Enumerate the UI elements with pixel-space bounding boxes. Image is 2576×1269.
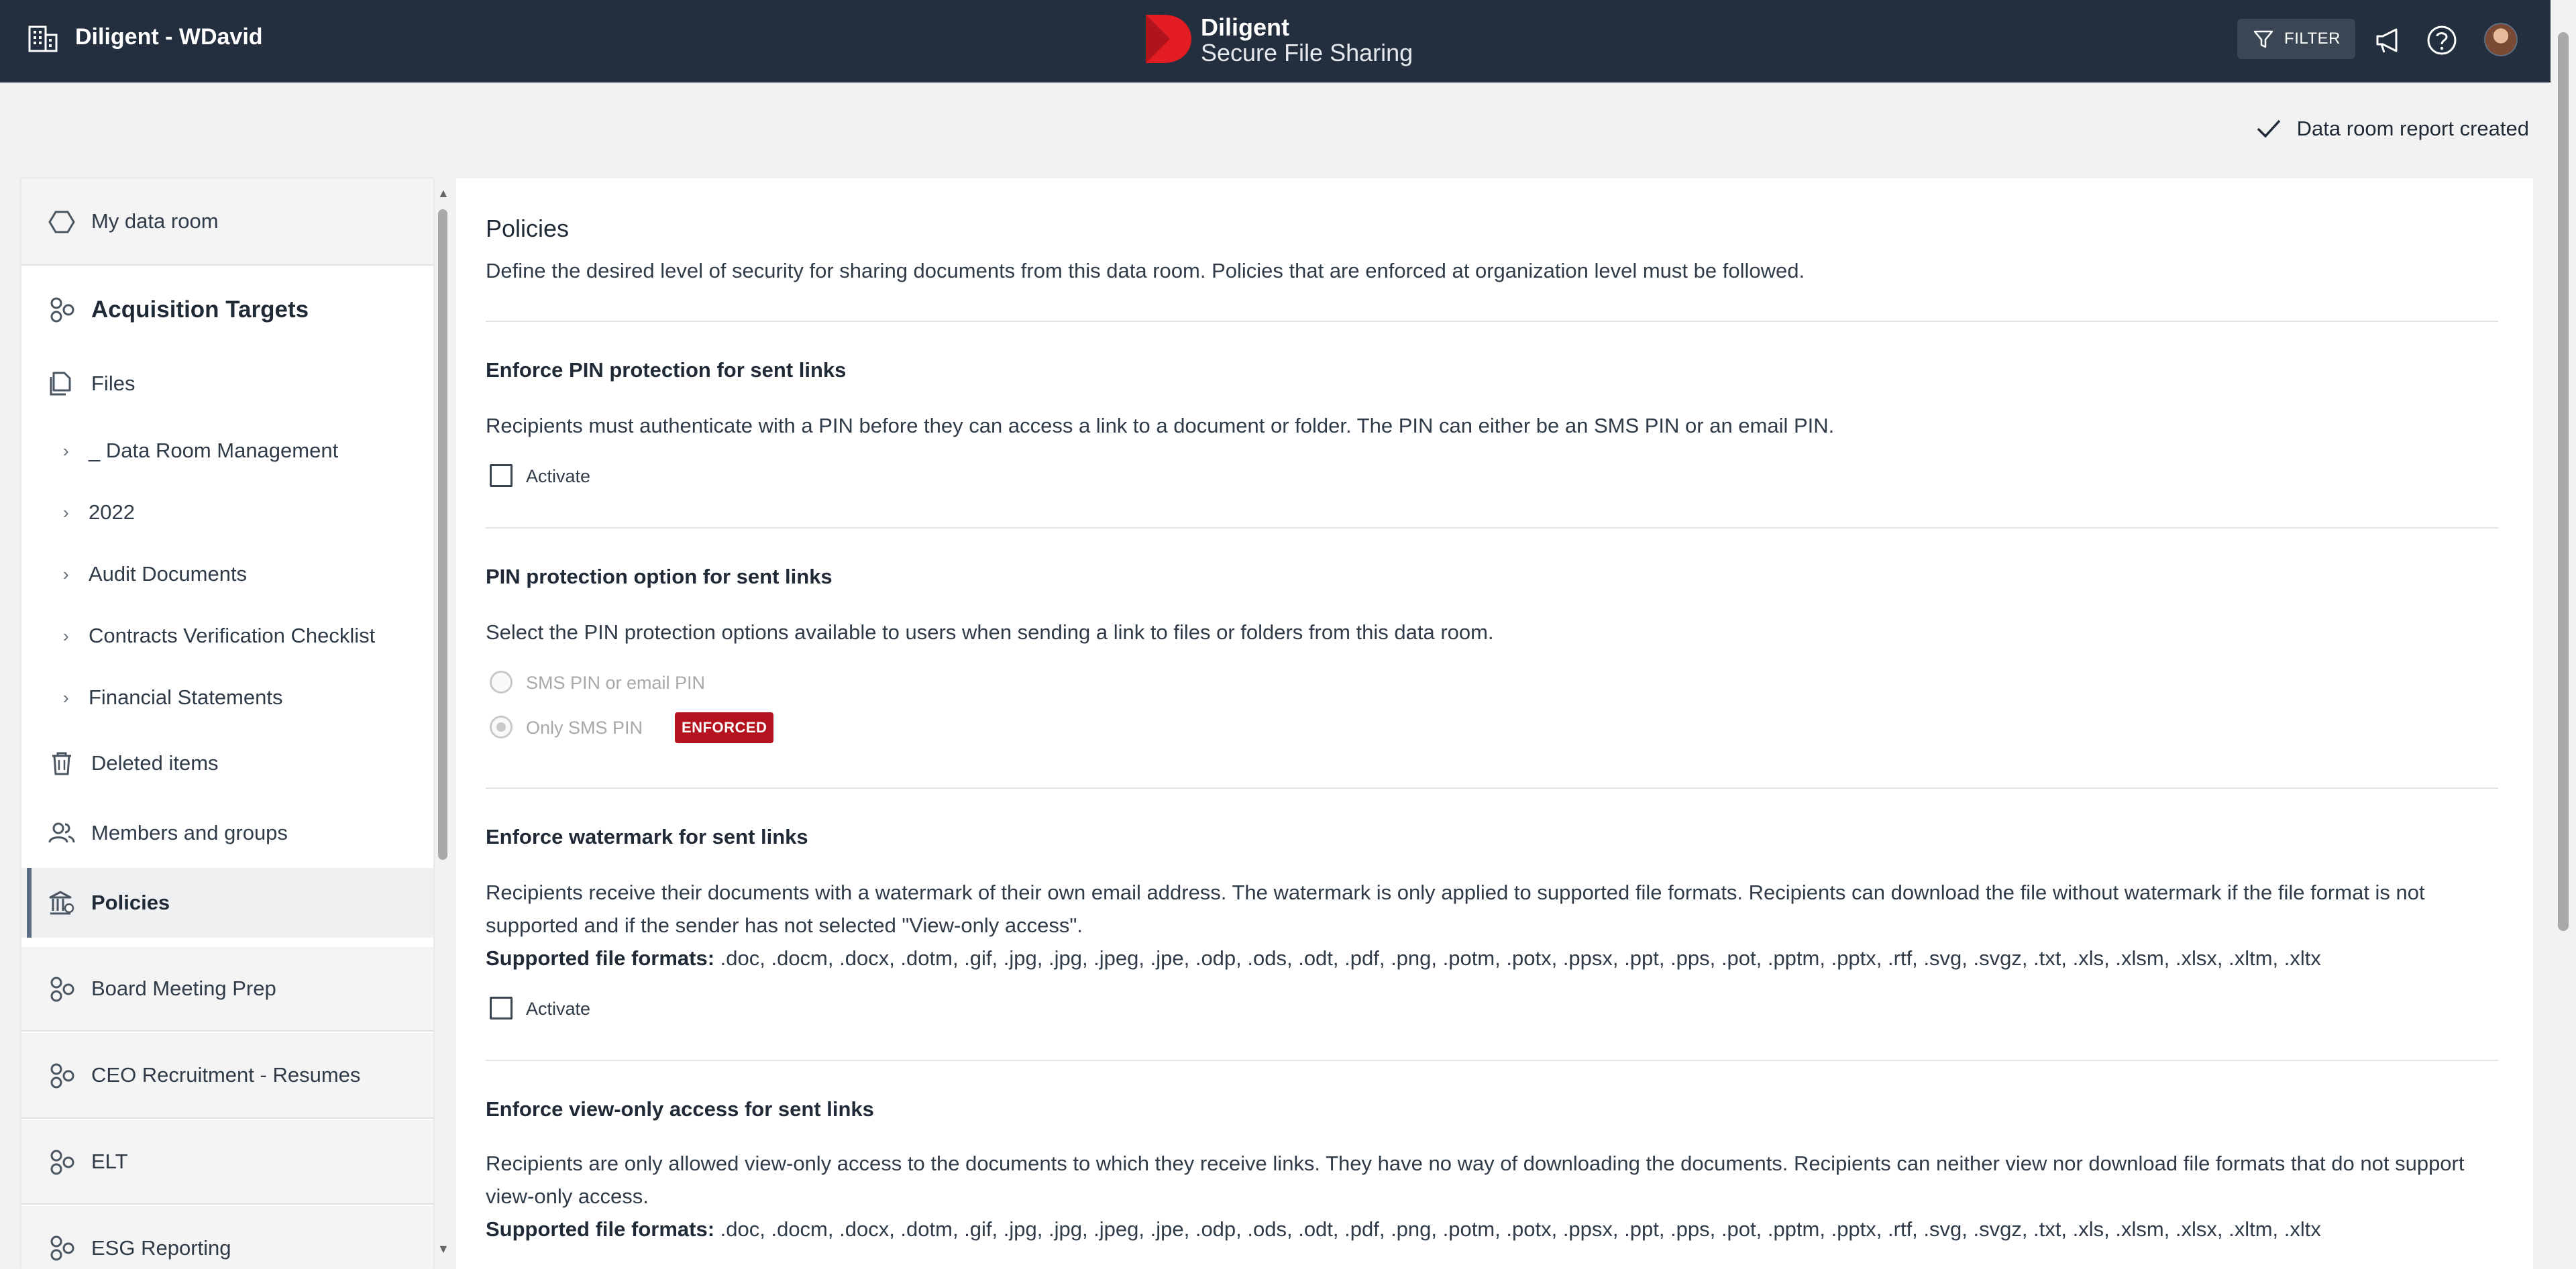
- room-icon: [48, 1149, 75, 1176]
- sidebar-item-label: Files: [91, 372, 136, 395]
- brand-name: Diligent: [1201, 13, 1289, 41]
- room-icon: [48, 296, 75, 323]
- pin-protection-activate-label[interactable]: Activate: [526, 466, 591, 486]
- sidebar-item-members-and-groups[interactable]: [21, 798, 433, 868]
- diligent-logo: [1143, 12, 1193, 66]
- sms-or-email-pin-label[interactable]: SMS PIN or email PIN: [526, 673, 706, 693]
- sidebar-scrollbar[interactable]: [435, 182, 452, 1269]
- pin-protection-text: Recipients must authenticate with a PIN before they can access a link to a document or folder. The PIN can either be an SMS PIN or an email PIN.: [486, 414, 1835, 437]
- sidebar-folder[interactable]: [21, 482, 433, 543]
- policies-panel: [456, 178, 2533, 1269]
- brand-product: Secure File Sharing: [1201, 39, 1413, 66]
- divider: [486, 321, 2498, 322]
- page-title: Policies: [486, 215, 570, 242]
- sidebar-item-files[interactable]: [21, 350, 433, 417]
- room-icon: [48, 976, 75, 1003]
- sidebar-room-title[interactable]: [21, 270, 433, 350]
- help-icon[interactable]: [2426, 24, 2458, 56]
- view-only-heading: Enforce view-only access for sent links: [486, 1097, 874, 1121]
- sms-or-email-pin-radio[interactable]: [490, 671, 513, 694]
- only-sms-pin-radio[interactable]: [490, 716, 513, 738]
- sidebar-item-deleted-items[interactable]: [21, 728, 433, 798]
- sidebar-folder-label: Financial Statements: [89, 685, 283, 709]
- hexagon-icon: [48, 209, 75, 235]
- sidebar-folder[interactable]: [21, 667, 433, 728]
- sidebar-item-label: Acquisition Targets: [91, 296, 309, 323]
- watermark-text-line2: supported and if the sender has not selected "View-only access".: [486, 914, 1083, 937]
- sidebar: [21, 178, 433, 1269]
- sidebar-folder-label: _ Data Room Management: [89, 439, 339, 462]
- watermark-text-line1: Recipients receive their documents with a watermark of their own email address. The watermark is only applied to supported file formats. Recipients can download the file without watermark if the file format is not: [486, 881, 2425, 904]
- scroll-up-icon[interactable]: ▲: [437, 186, 449, 200]
- sidebar-item-label: Members and groups: [91, 821, 288, 844]
- sidebar-item-policies[interactable]: [21, 868, 433, 938]
- org-title[interactable]: Diligent - WDavid: [75, 24, 263, 50]
- sidebar-room[interactable]: [21, 1033, 433, 1119]
- view-only-text: [486, 1147, 2485, 1246]
- watermark-checkbox[interactable]: [490, 997, 513, 1019]
- page-description: Define the desired level of security for sharing documents from this data room. Policies that are enforced at organization level must be followed.: [486, 259, 1805, 282]
- chevron-right-icon[interactable]: ›: [63, 502, 69, 522]
- pin-option-text: Select the PIN protection options available to users when sending a link to files or folders from this data room.: [486, 620, 1494, 644]
- watermark-text: [486, 876, 2485, 975]
- sidebar-item-my-data-room[interactable]: [21, 178, 433, 266]
- sidebar-room[interactable]: [21, 1206, 433, 1269]
- pin-protection-checkbox[interactable]: [490, 464, 513, 487]
- top-bar: [0, 0, 2576, 82]
- sidebar-folder[interactable]: [21, 543, 433, 605]
- sidebar-folder[interactable]: [21, 605, 433, 667]
- sidebar-room-label: ELT: [91, 1150, 128, 1173]
- formats-label: Supported file formats:: [486, 1217, 715, 1241]
- files-icon: [48, 370, 75, 397]
- sidebar-folder-label: Audit Documents: [89, 562, 248, 586]
- sidebar-item-label: Deleted items: [91, 751, 219, 775]
- user-avatar[interactable]: [2484, 23, 2518, 56]
- sidebar-folder-label: 2022: [89, 500, 135, 524]
- watermark-heading: Enforce watermark for sent links: [486, 825, 808, 848]
- sidebar-item-label: Policies: [91, 891, 170, 914]
- policies-icon: [48, 889, 75, 916]
- sidebar-scrollbar-thumb[interactable]: [438, 209, 447, 860]
- divider: [486, 787, 2498, 789]
- divider: [486, 1060, 2498, 1061]
- scroll-down-icon[interactable]: ▼: [437, 1242, 449, 1256]
- filter-button[interactable]: [2237, 19, 2355, 59]
- watermark-formats: [486, 942, 2485, 975]
- notification-text: Data room report created: [2296, 117, 2529, 140]
- chevron-right-icon[interactable]: ›: [63, 563, 69, 584]
- enforced-badge: ENFORCED: [675, 712, 773, 743]
- view-only-text-line2: view-only access.: [486, 1184, 649, 1208]
- sidebar-item-label: My data room: [91, 209, 219, 233]
- sidebar-room-label: ESG Reporting: [91, 1236, 231, 1260]
- divider: [486, 527, 2498, 529]
- sidebar-folder[interactable]: [21, 420, 433, 482]
- megaphone-icon[interactable]: [2372, 24, 2404, 56]
- room-icon: [48, 1062, 75, 1089]
- formats-label: Supported file formats:: [486, 946, 715, 970]
- view-only-text-line1: Recipients are only allowed view-only access to the documents to which they receive links. They have no way of downloading the documents. Recipients can neither view nor download file formats that do not support: [486, 1152, 2465, 1175]
- users-icon: [48, 820, 75, 846]
- chevron-right-icon[interactable]: ›: [63, 687, 69, 708]
- pin-option-heading: PIN protection option for sent links: [486, 565, 833, 588]
- page-scrollbar[interactable]: [2551, 0, 2576, 1269]
- sidebar-folder-label: Contracts Verification Checklist: [89, 624, 376, 647]
- page-scrollbar-thumb[interactable]: [2558, 32, 2569, 931]
- only-sms-pin-label[interactable]: Only SMS PIN: [526, 718, 643, 738]
- sidebar-room-label: Board Meeting Prep: [91, 977, 276, 1000]
- building-icon[interactable]: [28, 25, 58, 52]
- view-only-formats: [486, 1213, 2485, 1246]
- chevron-right-icon[interactable]: ›: [63, 625, 69, 646]
- sidebar-room[interactable]: [21, 947, 433, 1032]
- filter-icon: [2252, 27, 2275, 50]
- chevron-right-icon[interactable]: ›: [63, 440, 69, 461]
- pin-protection-heading: Enforce PIN protection for sent links: [486, 358, 847, 382]
- sidebar-room-label: CEO Recruitment - Resumes: [91, 1063, 361, 1087]
- sidebar-room[interactable]: [21, 1120, 433, 1205]
- room-icon: [48, 1235, 75, 1262]
- filter-label: FILTER: [2284, 30, 2341, 48]
- trash-icon: [48, 750, 75, 777]
- watermark-activate-label[interactable]: Activate: [526, 999, 591, 1019]
- check-icon: [2255, 117, 2282, 141]
- formats-list: .doc, .docm, .docx, .dotm, .gif, .jpg, .jpg, .jpeg, .jpe, .odp, .ods, .odt, .pdf, .png, .potm, .potx, .ppsx, .ppt, .pps, .pot, .pptm, .pptx, .rtf, .svg, .svgz, .txt, .xls, .xlsm, .xlsx, .xltm, .xltx: [720, 946, 2321, 970]
- notification: [2255, 117, 2529, 141]
- formats-list: .doc, .docm, .docx, .dotm, .gif, .jpg, .jpg, .jpeg, .jpe, .odp, .ods, .odt, .pdf, .png, .potm, .potx, .ppsx, .ppt, .pps, .pot, .pptm, .pptx, .rtf, .svg, .svgz, .txt, .xls, .xlsm, .xlsx, .xltm, .xltx: [720, 1217, 2321, 1241]
